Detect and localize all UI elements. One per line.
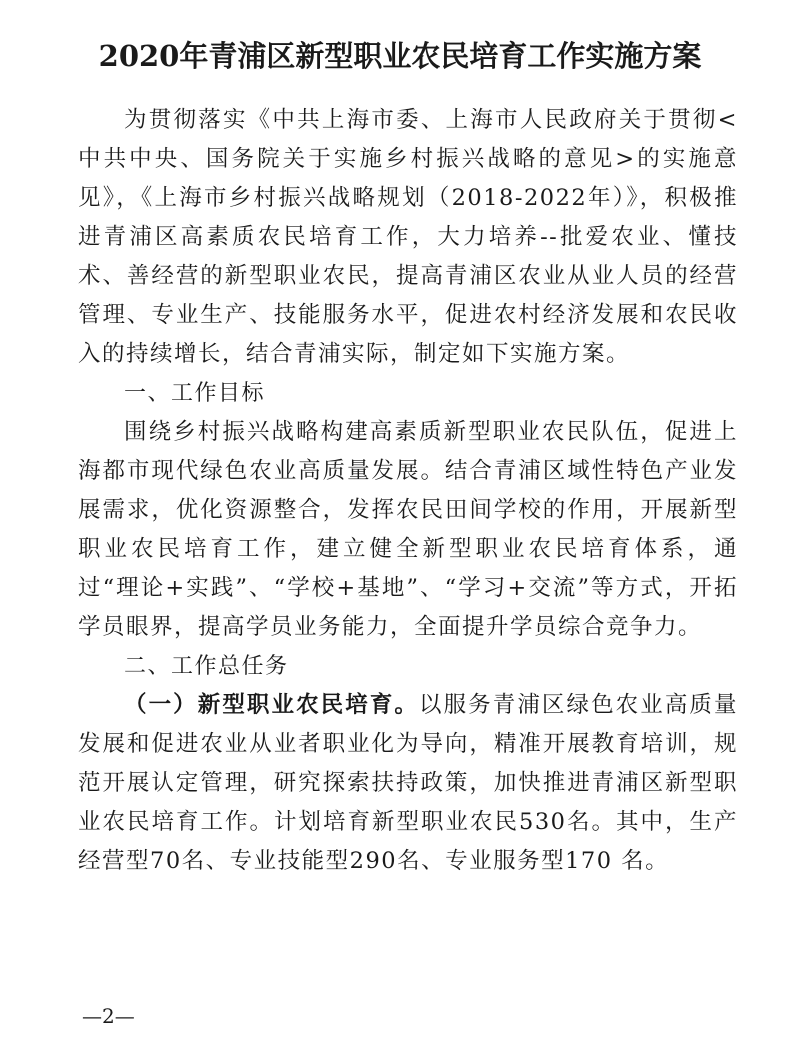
tasks-text: 以服务青浦区绿色农业高质量发展和促进农业从业者职业化为导向，精准开展教育培训，规范开展认定管理，研究探索扶持政策，加快推进青浦区新型职业农民培育工作。计划培育新型职业农民530名。其中，生产经营型70名、专业技能型290名、专业服务型170 名。	[78, 692, 738, 874]
tasks-subheading: （一）新型职业农民培育。	[124, 692, 419, 718]
document-title: 2020年青浦区新型职业农民培育工作实施方案	[98, 39, 702, 73]
tasks-paragraph	[78, 686, 738, 881]
section-heading-goals: 一、工作目标	[124, 381, 266, 406]
section-heading-tasks: 二、工作总任务	[124, 654, 289, 679]
intro-paragraph: 为贯彻落实《中共上海市委、上海市人民政府关于贯彻<中共中央、国务院关于实施乡村振兴战略的意见>的实施意见》，《上海市乡村振兴战略规划（2018-2022年）》，积极推进青浦区高素质农民培育工作，大力培养--批爱农业、懂技术、善经营的新型职业农民，提高青浦区农业从业人员的经营管理、专业生产、技能服务水平，促进农村经济发展和农民收入的持续增长，结合青浦实际，制定如下实施方案。	[78, 107, 738, 367]
document-body	[78, 101, 738, 881]
goals-paragraph: 围绕乡村振兴战略构建高素质新型职业农民队伍，促进上海都市现代绿色农业高质量发展。结合青浦区域性特色产业发展需求，优化资源整合，发挥农民田间学校的作用，开展新型职业农民培育工作，建立健全新型职业农民培育体系，通过“理论+实践”、“学校+基地”、“学习+交流”等方式，开拓学员眼界，提高学员业务能力，全面提升学员综合竞争力。	[78, 419, 738, 640]
page-number: —2—	[82, 1004, 135, 1028]
